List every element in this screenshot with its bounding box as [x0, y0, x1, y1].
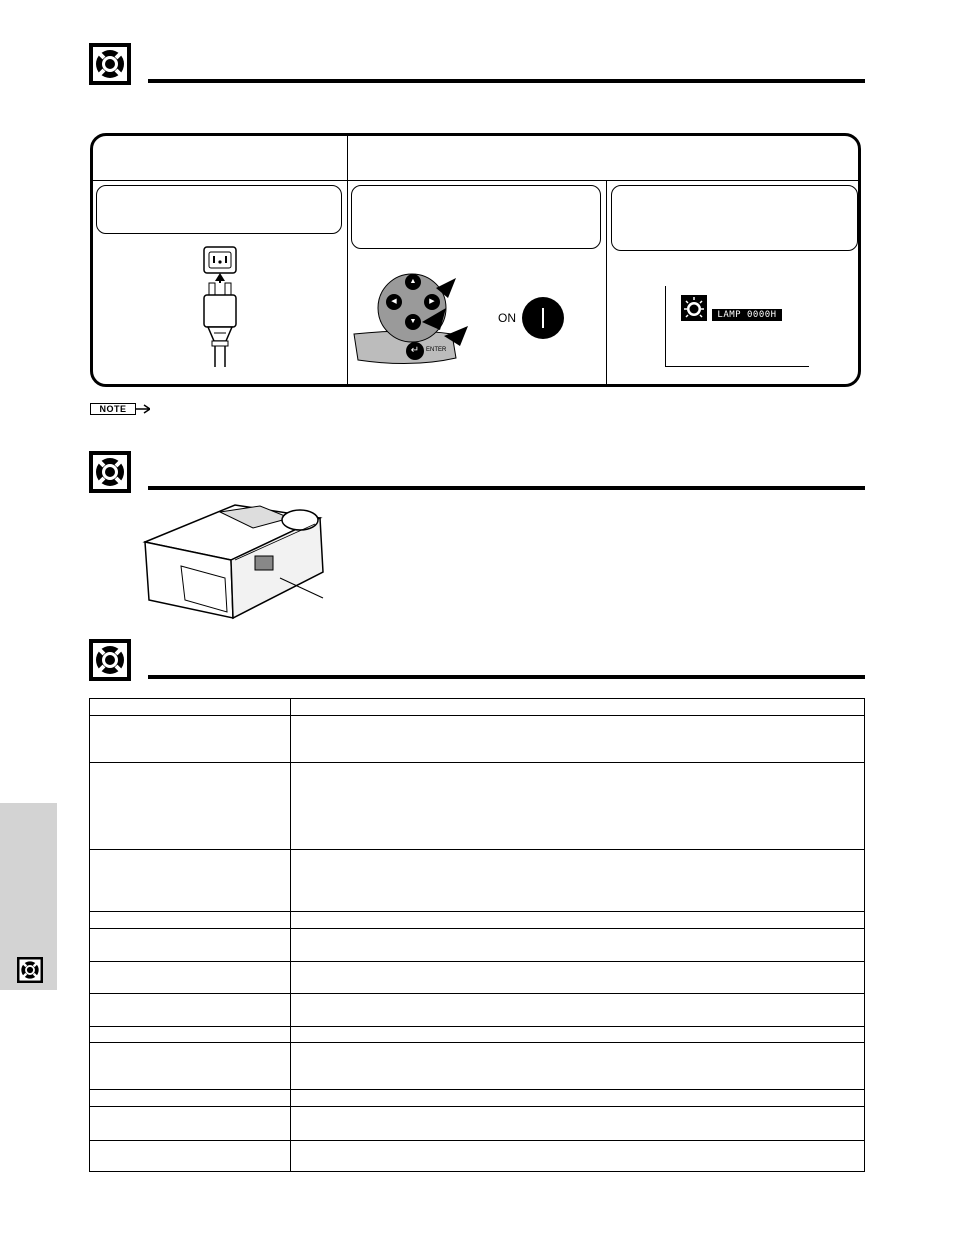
table-row [90, 1141, 865, 1172]
on-label: ON [498, 311, 516, 325]
step-3-label-box [611, 185, 858, 251]
check-cell [291, 929, 865, 962]
check-cell [291, 699, 865, 716]
help-lifebuoy-icon [89, 43, 131, 85]
table-row [90, 1043, 865, 1090]
check-cell [291, 1090, 865, 1107]
section-3-rule [148, 675, 865, 679]
table-row [90, 994, 865, 1027]
problem-cell [90, 1043, 291, 1090]
check-cell [291, 1027, 865, 1043]
table-row [90, 850, 865, 912]
power-on-button[interactable] [522, 297, 564, 339]
check-cell [291, 1141, 865, 1172]
lamp-display-frame-left [665, 286, 666, 367]
troubleshooting-table [89, 698, 865, 1172]
arrow-up-button[interactable]: ▲ [405, 274, 421, 290]
table-row [90, 962, 865, 994]
check-cell [291, 912, 865, 929]
problem-cell [90, 929, 291, 962]
problem-cell [90, 1141, 291, 1172]
check-cell [291, 994, 865, 1027]
side-chapter-tab [0, 803, 57, 990]
table-row [90, 699, 865, 716]
help-lifebuoy-icon [89, 451, 131, 493]
panel-divider-1 [347, 136, 348, 385]
power-plug-illustration [190, 243, 250, 368]
problem-cell [90, 1027, 291, 1043]
step-2-label-box [351, 185, 601, 249]
lamp-display-frame-bottom [665, 366, 809, 367]
help-lifebuoy-icon [17, 957, 43, 983]
table-row [90, 1027, 865, 1043]
check-cell [291, 763, 865, 850]
problem-cell [90, 1090, 291, 1107]
table-row [90, 912, 865, 929]
table-row [90, 716, 865, 763]
arrow-right-button[interactable]: ▶ [424, 294, 440, 310]
projector-illustration [135, 500, 335, 625]
lamp-bulb-icon [681, 295, 707, 321]
panel-header-rule [93, 180, 858, 181]
section-1-rule [148, 79, 865, 83]
enter-button[interactable]: ↵ [406, 342, 424, 360]
note-tag: NOTE [90, 403, 136, 415]
table-row [90, 763, 865, 850]
arrow-down-button[interactable]: ▼ [405, 314, 421, 330]
problem-cell [90, 763, 291, 850]
arrow-left-button[interactable]: ◀ [386, 294, 402, 310]
problem-cell [90, 716, 291, 763]
table-row [90, 929, 865, 962]
check-cell [291, 850, 865, 912]
note-arrow-icon [136, 404, 150, 414]
problem-cell [90, 1107, 291, 1141]
table-row [90, 1090, 865, 1107]
check-cell [291, 716, 865, 763]
enter-label: ENTER [426, 347, 447, 353]
problem-cell [90, 994, 291, 1027]
check-cell [291, 962, 865, 994]
table-row [90, 1107, 865, 1141]
check-cell [291, 1043, 865, 1090]
step-1-label-box [96, 185, 342, 234]
check-cell [291, 1107, 865, 1141]
problem-cell [90, 912, 291, 929]
panel-divider-2 [606, 181, 607, 385]
problem-cell [90, 962, 291, 994]
problem-cell [90, 699, 291, 716]
lamp-hours-readout: LAMP 0000H [712, 309, 782, 321]
power-on-bar [542, 308, 544, 328]
section-2-rule [148, 486, 865, 490]
problem-cell [90, 850, 291, 912]
help-lifebuoy-icon [89, 639, 131, 681]
remote-control-pad [352, 264, 470, 368]
